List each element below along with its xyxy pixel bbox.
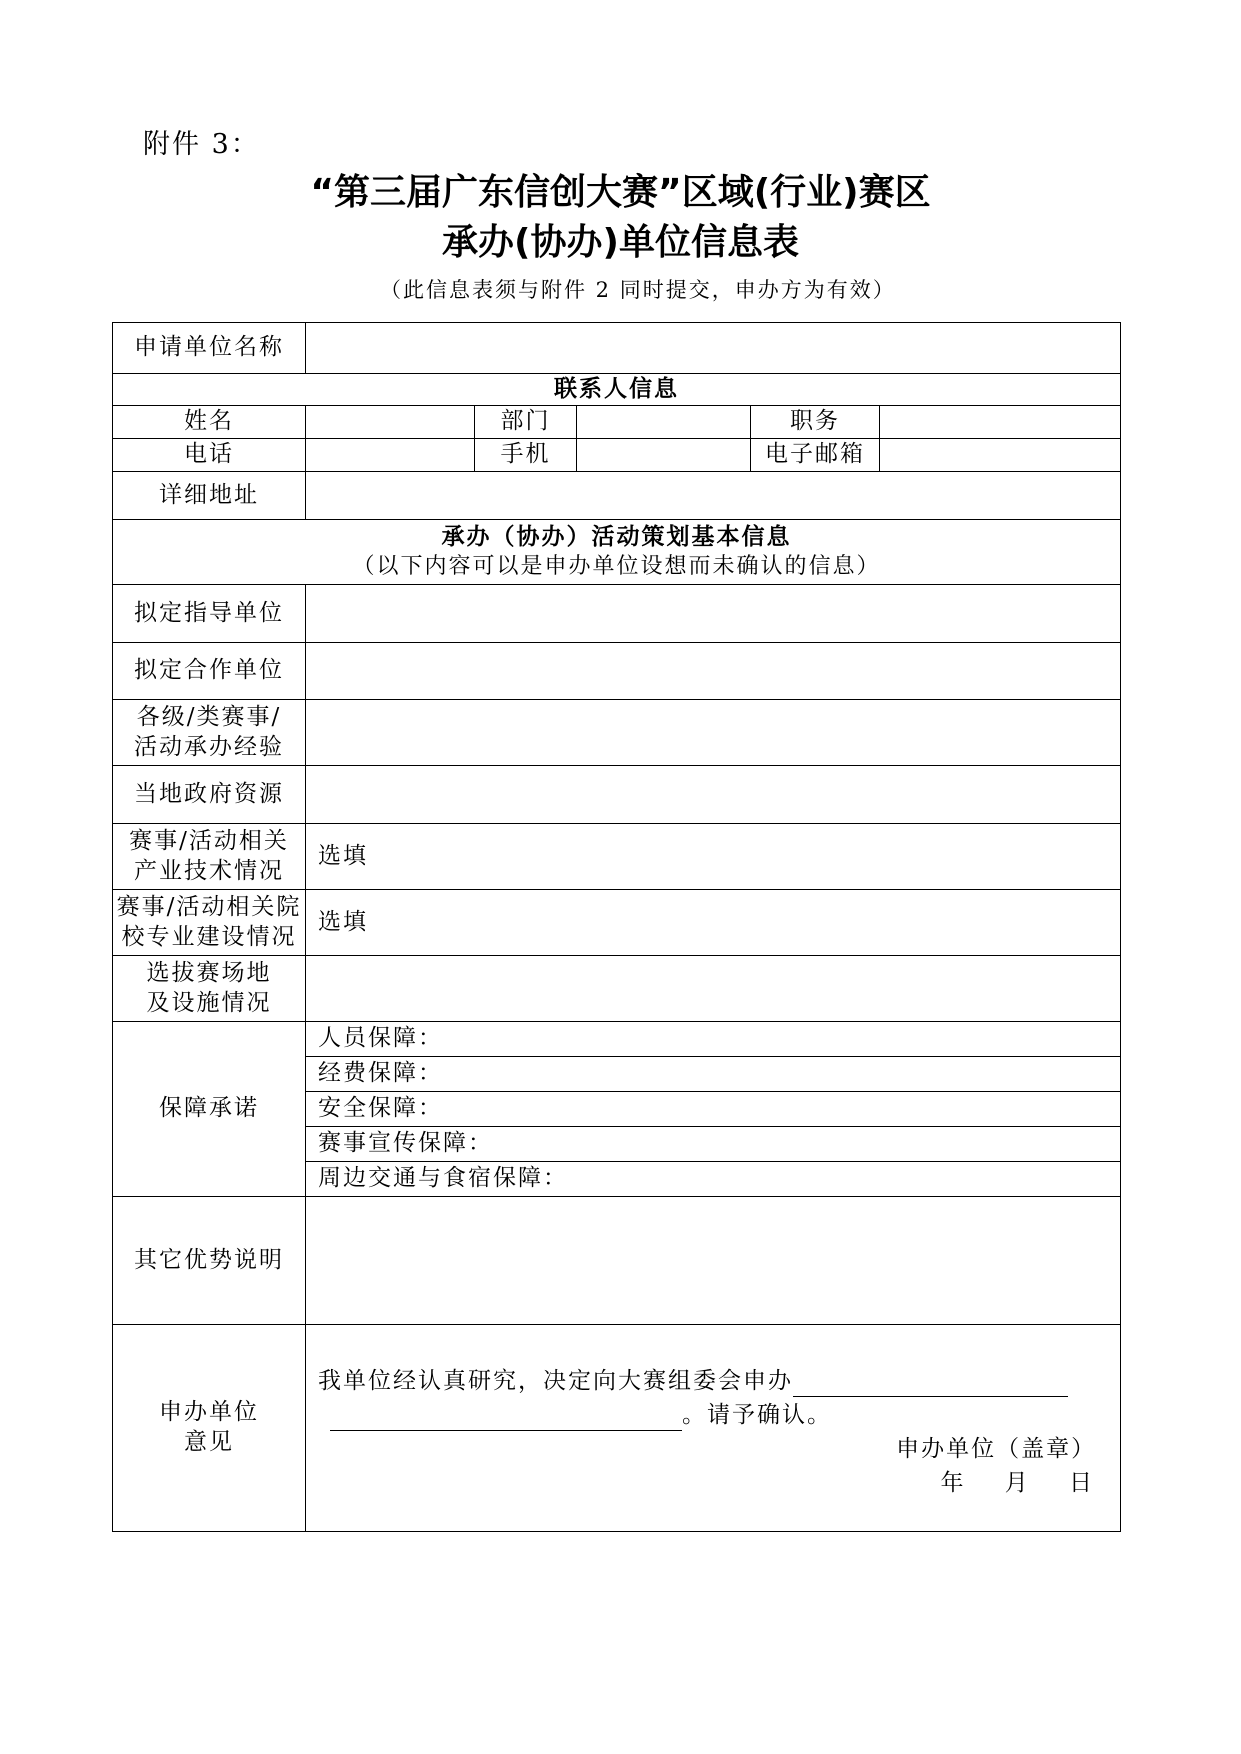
mobile-field[interactable] bbox=[577, 439, 751, 472]
mobile-label: 手机 bbox=[475, 439, 577, 472]
contact-name-label: 姓名 bbox=[113, 406, 306, 439]
guarantee-label: 保障承诺 bbox=[113, 1022, 306, 1197]
guarantee-item-personnel[interactable]: 人员保障： bbox=[306, 1022, 1121, 1057]
applicant-name-label: 申请单位名称 bbox=[113, 323, 306, 374]
venue-label-line2: 及设施情况 bbox=[146, 989, 272, 1016]
guarantee-item-publicity[interactable]: 赛事宣传保障： bbox=[306, 1127, 1121, 1162]
guide-unit-field[interactable] bbox=[306, 585, 1121, 643]
opinion-label-line2: 意见 bbox=[184, 1429, 234, 1455]
email-label: 电子邮箱 bbox=[751, 439, 880, 472]
opinion-field bbox=[306, 1325, 1121, 1532]
position-field[interactable] bbox=[880, 406, 1121, 439]
industry-label-line1: 赛事/活动相关 bbox=[129, 827, 289, 854]
date-label: 年 月 日 bbox=[940, 1470, 1095, 1496]
opinion-label-line1: 申办单位 bbox=[159, 1399, 259, 1426]
experience-label bbox=[113, 700, 306, 766]
other-advantages-label: 其它优势说明 bbox=[113, 1197, 306, 1325]
other-advantages-field[interactable] bbox=[306, 1197, 1121, 1325]
college-label-line2: 校专业建设情况 bbox=[121, 923, 297, 950]
attachment-label: 附件 3： bbox=[143, 129, 260, 160]
industry-label bbox=[113, 824, 306, 890]
declaration-line1 bbox=[318, 1367, 1068, 1397]
partner-unit-field[interactable] bbox=[306, 643, 1121, 700]
plan-section-header bbox=[113, 520, 1121, 585]
department-label: 部门 bbox=[475, 406, 577, 439]
partner-unit-label: 拟定合作单位 bbox=[113, 643, 306, 700]
address-label: 详细地址 bbox=[113, 472, 306, 520]
college-field[interactable]: 选填 bbox=[306, 890, 1121, 956]
guarantee-item-transport-lodging[interactable]: 周边交通与食宿保障： bbox=[306, 1162, 1121, 1197]
guarantee-item-safety[interactable]: 安全保障： bbox=[306, 1092, 1121, 1127]
info-form-table bbox=[112, 322, 1121, 1532]
experience-label-line1: 各级/类赛事/ bbox=[136, 703, 282, 730]
plan-section-title: 承办（协办）活动策划基本信息 bbox=[441, 523, 792, 550]
phone-field[interactable] bbox=[306, 439, 475, 472]
plan-section-subtitle: （以下内容可以是申办单位设想而未确认的信息） bbox=[352, 553, 881, 579]
experience-label-line2: 活动承办经验 bbox=[134, 733, 284, 760]
gov-resource-field[interactable] bbox=[306, 766, 1121, 824]
submission-note: （此信息表须与附件 2 同时提交，申办方为有效） bbox=[380, 278, 896, 302]
guarantee-item-funding[interactable]: 经费保障： bbox=[306, 1057, 1121, 1092]
gov-resource-label: 当地政府资源 bbox=[113, 766, 306, 824]
experience-field[interactable] bbox=[306, 700, 1121, 766]
address-field[interactable] bbox=[306, 472, 1121, 520]
venue-label bbox=[113, 956, 306, 1022]
phone-label: 电话 bbox=[113, 439, 306, 472]
applicant-name-field[interactable] bbox=[306, 323, 1121, 374]
declaration-line2 bbox=[330, 1401, 832, 1431]
college-label bbox=[113, 890, 306, 956]
opinion-label bbox=[113, 1325, 306, 1532]
venue-field[interactable] bbox=[306, 956, 1121, 1022]
seal-label: 申办单位（盖章） bbox=[896, 1436, 1097, 1462]
position-label: 职务 bbox=[751, 406, 880, 439]
document-title-line1: “第三届广东信创大赛”区域(行业)赛区 bbox=[310, 172, 931, 213]
declaration-text-part1: 我单位经认真研究，决定向大赛组委会申办 bbox=[318, 1368, 793, 1394]
college-label-line1: 赛事/活动相关院 bbox=[116, 893, 302, 920]
contact-name-field[interactable] bbox=[306, 406, 475, 439]
industry-label-line2: 产业技术情况 bbox=[134, 857, 284, 884]
email-field[interactable] bbox=[880, 439, 1121, 472]
guide-unit-label: 拟定指导单位 bbox=[113, 585, 306, 643]
venue-label-line1: 选拔赛场地 bbox=[146, 959, 272, 986]
document-title-line2: 承办(协办)单位信息表 bbox=[442, 222, 799, 263]
industry-field[interactable]: 选填 bbox=[306, 824, 1121, 890]
competition-name-blank-1[interactable] bbox=[793, 1374, 1068, 1397]
contact-section-title: 联系人信息 bbox=[113, 374, 1121, 406]
competition-name-blank-2[interactable] bbox=[330, 1408, 682, 1431]
department-field[interactable] bbox=[577, 406, 751, 439]
declaration-text-part2: 。请予确认。 bbox=[682, 1402, 832, 1428]
